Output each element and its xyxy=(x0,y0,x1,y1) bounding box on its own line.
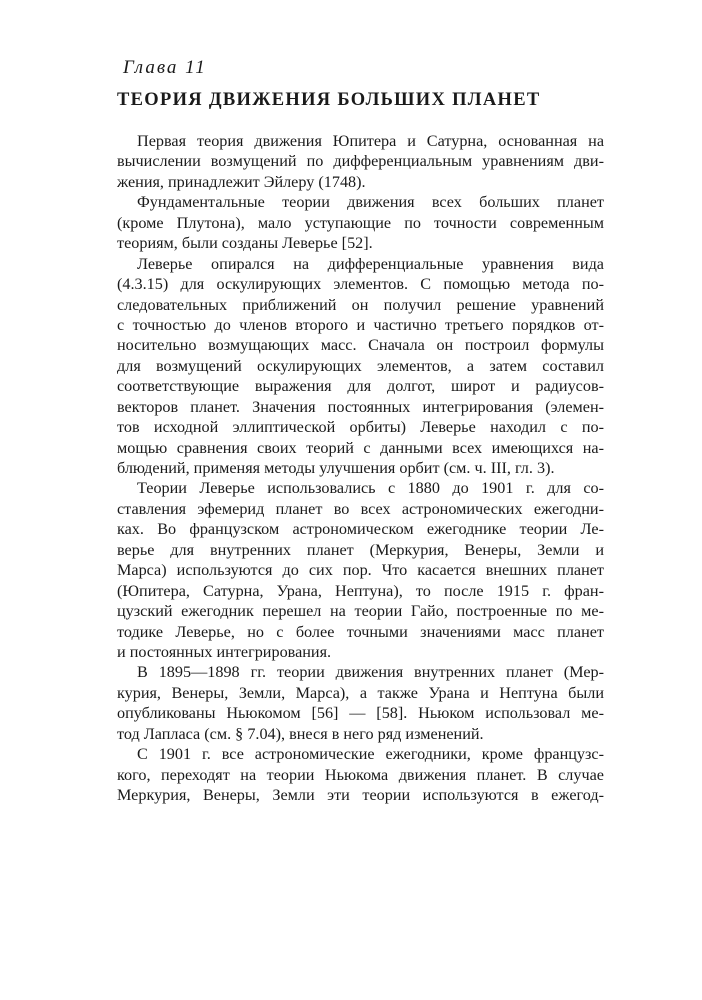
text-line: курия, Венеры, Земли, Марса), а также Урана и Нептуна были xyxy=(117,683,604,702)
text-line: следовательных приближений он получил решение уравнений xyxy=(117,295,604,314)
text-line: носительно возмущающих масс. Сначала он построил формулы xyxy=(117,336,604,355)
paragraph xyxy=(117,131,604,192)
text-line: (Юпитера, Сатурна, Урана, Нептуна), то после 1915 г. фран- xyxy=(117,581,604,600)
text-line: цузский ежегодник перешел на теории Гайо, построенные по ме- xyxy=(117,602,604,621)
paragraph xyxy=(117,478,604,662)
text-line: с точностью до членов второго и частично третьего порядков от- xyxy=(117,315,604,334)
text-line: ках. Во французском астрономическом ежегоднике теории Ле- xyxy=(117,520,604,539)
text-line: В 1895—1898 гг. теории движения внутренних планет (Мер- xyxy=(137,663,604,682)
text-line: С 1901 г. все астрономические ежегодники, кроме французс- xyxy=(137,745,604,764)
text-line: Меркурия, Венеры, Земли эти теории используются в ежегод- xyxy=(117,786,604,804)
text-line: верье для внутренних планет (Меркурия, Венеры, Земли и xyxy=(117,540,604,559)
text-line: блюдений, применяя методы улучшения орбит (см. ч. III, гл. 3). xyxy=(117,459,555,477)
text-line: (кроме Плутона), мало уступающие по точности современным xyxy=(117,213,604,232)
paragraph xyxy=(117,744,604,805)
text-line: вычислении возмущений по дифференциальным уравнениям дви- xyxy=(117,152,604,171)
text-line: и постоянных интегрирования. xyxy=(117,642,332,661)
text-line: Первая теория движения Юпитера и Сатурна, основанная на xyxy=(137,132,604,150)
text-line: Марса) используются до сих пор. Что касается внешних планет xyxy=(117,561,604,580)
text-line: теориям, были созданы Леверье [52]. xyxy=(117,234,373,253)
text-line: опубликованы Ньюкомом [56] — [58]. Ньюком использовал ме- xyxy=(117,704,604,723)
text-line: Фундаментальные теории движения всех больших планет xyxy=(137,193,604,212)
chapter-heading: Глава 11 xyxy=(123,57,207,78)
paragraph xyxy=(117,662,604,744)
paragraph xyxy=(117,254,604,479)
text-line: соответствующие выражения для долгот, широт и радиусов- xyxy=(117,377,604,396)
body-text xyxy=(117,131,604,805)
text-line: тод Лапласа (см. § 7.04), внеся в него ряд изменений. xyxy=(117,724,484,743)
chapter-title: ТЕОРИЯ ДВИЖЕНИЯ БОЛЬШИХ ПЛАНЕТ xyxy=(117,90,541,110)
text-line: (4.3.15) для оскулирующих элементов. С помощью метода по- xyxy=(117,275,604,294)
text-line: Леверье опирался на дифференциальные уравнения вида xyxy=(137,254,604,273)
text-line: кого, переходят на теории Ньюкома движения планет. В случае xyxy=(117,765,604,784)
text-line: векторов планет. Значения постоянных интегрирования (элемен- xyxy=(117,397,604,416)
text-line: ставления эфемерид планет во всех астрономических ежегодни- xyxy=(117,499,604,518)
text-line: тодике Леверье, но с более точными значениями масс планет xyxy=(117,622,604,641)
text-line: жения, принадлежит Эйлеру (1748). xyxy=(117,172,366,191)
text-line: Теории Леверье использовались с 1880 до 1901 г. для со- xyxy=(137,479,604,498)
text-line: тов исходной эллиптической орбиты) Леверье находил с по- xyxy=(117,418,604,437)
text-line: мощью сравнения своих теорий с данными всех имеющихся на- xyxy=(117,438,604,457)
text-line: для возмущений оскулирующих элементов, а затем составил xyxy=(117,356,604,375)
paragraph xyxy=(117,192,604,253)
